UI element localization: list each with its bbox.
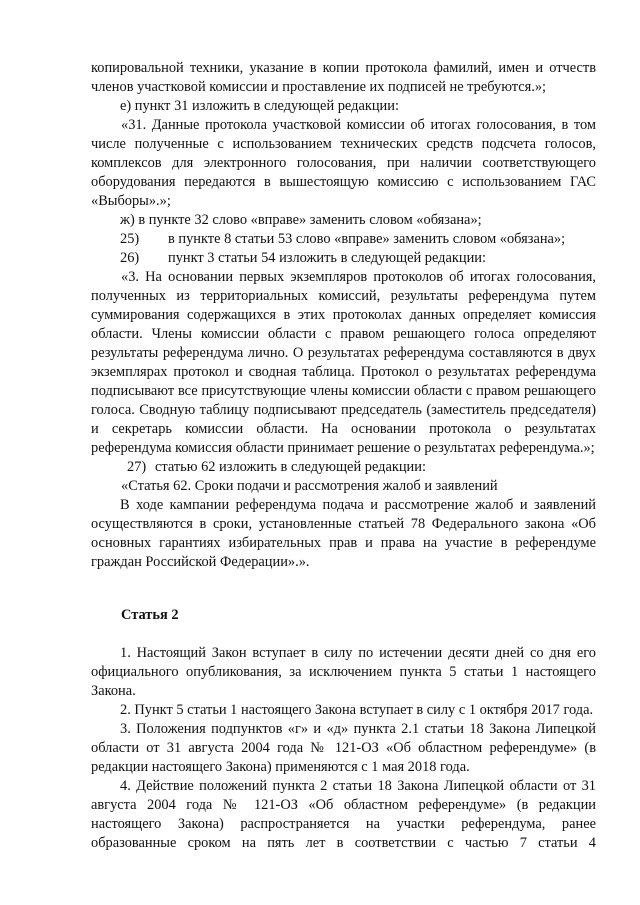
spacer (91, 572, 596, 606)
paragraph-clause-1: 1. Настоящий Закон вступает в силу по истечении десяти дней со дня его официального опубликования, за исключением пункта 5 статьи 1 настоящего Закона. (91, 645, 596, 699)
item-number: 25) (120, 231, 140, 247)
paragraph-clause-2: 2. Пункт 5 статьи 1 настоящего Закона вступает в силу с 1 октября 2017 года. (120, 702, 594, 718)
paragraph-item-e: е) пункт 31 изложить в следующей редакции: (120, 98, 399, 114)
paragraph-clause-4: 4. Действие положений пункта 2 статьи 18 Закона Липецкой области от 31 августа 2004 года № 121-ОЗ «Об областном референдуме» (в редакции настоящего Закона) распространяется на участки референдума, ранее образованные сроком на пять лет в соответствии с частью 7 статьи 4 (91, 778, 596, 851)
spacer (91, 625, 596, 644)
numbered-item-27 (91, 458, 596, 477)
paragraph-clause-3: 3. Положения подпунктов «г» и «д» пункта 2.1 статьи 18 Закона Липецкой области от 31 августа 2004 года № 121-ОЗ «Об областном референдуме» (в редакции настоящего Закона) применяются с 1 мая 2018 года. (91, 721, 596, 775)
paragraph-continuation: копировальной техники, указание в копии протокола фамилий, имен и отчеств членов участковой комиссии и проставление их подписей не требуются.»; (91, 60, 596, 95)
item-text: статью 62 изложить в следующей редакции: (155, 459, 426, 475)
paragraph-quote-31: «31. Данные протокола участковой комиссии об итогах голосования, в том числе полученные с использованием технических средств подсчета голосов, комплексов для электронного голосования, при наличии соответствующего оборудования передаются в вышестоящую комиссию с использованием ГАС «Выборы».»; (91, 117, 596, 209)
paragraph-article-62-title: «Статья 62. Сроки подачи и рассмотрения жалоб и заявлений (121, 478, 498, 494)
item-text: пункт 3 статьи 54 изложить в следующей редакции: (168, 250, 486, 266)
paragraph-quote-3: «3. На основании первых экземпляров протоколов об итогах голосования, полученных из территориальных комиссий, результаты референдума путем суммирования содержащихся в этих протоколах данных определяет комиссия области. Члены комиссии области с правом решающего голоса определяют результаты референдума лично. О результатах референдума составляются в двух экземплярах протокол и сводная таблица. Протокол о результатах референдума подписывают все присутствующие члены комиссии области с правом решающего голоса. Сводную таблицу подписывают председатель (заместитель председателя) и секретарь комиссии области. На основании протокола о результатах референдума комиссия области принимает решение о результатах референдума.»; (91, 269, 596, 456)
document-page (91, 59, 596, 853)
item-text: в пункте 8 статьи 53 слово «вправе» заменить словом «обязана»; (168, 231, 566, 247)
item-number: 27) (127, 459, 147, 475)
paragraph-item-zh: ж) в пункте 32 слово «вправе» заменить словом «обязана»; (120, 212, 482, 228)
item-number: 26) (120, 250, 140, 266)
numbered-item-25 (91, 230, 596, 249)
article-heading: Статья 2 (121, 607, 179, 623)
numbered-item-26 (91, 249, 596, 268)
paragraph-article-62-body: В ходе кампании референдума подача и рассмотрение жалоб и заявлений осуществляются в сроки, установленные статьей 78 Федерального закона «Об основных гарантиях избирательных прав и права на участие в референдуме граждан Российской Федерации».». (91, 497, 596, 570)
